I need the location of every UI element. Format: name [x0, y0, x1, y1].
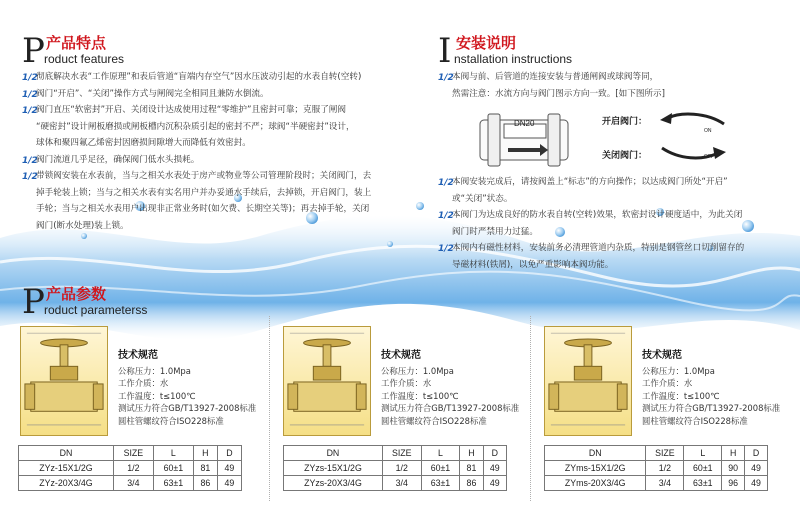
table-header-row [19, 446, 242, 461]
params-heading [22, 282, 222, 325]
paragraph-line [438, 86, 788, 103]
table-cell: 3/4 [646, 476, 684, 491]
table-cell: 49 [217, 476, 241, 491]
paragraph-line [22, 168, 422, 185]
table-header-row [545, 446, 768, 461]
table-header-cell: DN [545, 446, 646, 461]
bullet-number-icon: 1/2 [438, 211, 454, 221]
table-header-cell: L [684, 446, 722, 461]
params-heading-zh: 产品参数 [46, 285, 107, 303]
close-valve-label: 关闭阀门： [602, 151, 648, 161]
paragraph-text: 本阀门为达成良好的防水表自转(空转)效果，软密封设计硬度适中，为此关闭 [452, 210, 743, 220]
paragraph-line [22, 86, 422, 103]
table-row [19, 461, 242, 476]
paragraph-line [22, 119, 422, 136]
table-cell: 60±1 [684, 461, 722, 476]
spec-block-2 [381, 350, 519, 427]
paragraph-text: 本阀安装完成后，请按阀盖上“标志”的方向操作；以达成阀门所处“开启” [452, 177, 728, 187]
paragraph-line [438, 174, 788, 191]
paragraph-line [438, 240, 788, 257]
paragraph-line [438, 69, 788, 86]
table-row [545, 476, 768, 491]
paragraph-text: 阀门“开启”、“关闭”操作方式与闸阀完全相同且兼防水倒流。 [36, 88, 269, 99]
open-valve-label: 开启阀门： [602, 117, 648, 127]
install-list-b [438, 174, 788, 273]
table-cell: ZYms-15X1/2G [545, 461, 646, 476]
table-cell: 96 [722, 476, 745, 491]
spec-block-1 [118, 350, 256, 427]
paragraph-line [22, 102, 422, 119]
spec-std1: 测试压力符合GB/T13927-2008标准 [118, 403, 257, 413]
install-heading-letter: I [438, 31, 452, 71]
table-header-cell: D [483, 446, 506, 461]
table-cell: 60±1 [421, 461, 460, 476]
on-label: ON [704, 128, 712, 134]
spec-std1: 测试压力符合GB/T13927-2008标准 [381, 403, 520, 413]
table-cell: 49 [483, 461, 506, 476]
spec-std1: 测试压力符合GB/T13927-2008标准 [642, 403, 781, 413]
spec-std2: 圆柱管螺纹符合ISO228标准 [642, 415, 748, 426]
table-cell: ZYzs-20X3/4G [284, 476, 383, 491]
table-cell: 49 [217, 461, 241, 476]
spec-temp: 工作温度：t≤100℃ [381, 390, 459, 401]
table-cell: 90 [722, 461, 745, 476]
table-cell: 1/2 [382, 461, 421, 476]
table-header-cell: H [193, 446, 217, 461]
paragraph-text: 或“关闭”状态。 [452, 193, 513, 204]
table-cell: 60±1 [153, 461, 193, 476]
table-cell: 63±1 [684, 476, 722, 491]
spec-title: 技术规范 [118, 350, 158, 361]
paragraph-line [22, 152, 422, 169]
table-cell: 1/2 [113, 461, 153, 476]
table-cell: 49 [483, 476, 506, 491]
bullet-number-icon: 1/2 [438, 244, 454, 254]
paragraph-text: 掉手轮装上锁；当与之相关水表有实名用户并办妥通水手续后，去掉锁，开启阀门，装上 [36, 187, 372, 198]
open-arrow-icon [658, 110, 728, 132]
bullet-number-icon: 1/2 [22, 106, 38, 116]
table-cell: 3/4 [382, 476, 421, 491]
spec-title: 技术规范 [642, 350, 682, 361]
paragraph-line [438, 191, 788, 208]
bullet-number-icon: 1/2 [22, 172, 38, 182]
bullet-number-icon: 1/2 [438, 178, 454, 188]
column-divider-2 [530, 316, 531, 501]
install-list-a [438, 69, 788, 102]
paragraph-text: 然需注意：水流方向与阀门图示方向一致。[如下图所示] [452, 88, 665, 99]
close-arrow-icon [658, 142, 728, 166]
table-cell: 86 [193, 476, 217, 491]
spec-pressure: 公称压力：1.0Mpa [118, 365, 191, 376]
table-header-cell: D [217, 446, 241, 461]
paragraph-text: 本阀内有磁性材料，安装前务必清理管道内杂质，特别是钢管丝口切削留存的 [452, 243, 745, 253]
paragraph-line [22, 69, 422, 86]
features-heading [22, 31, 222, 74]
dimension-table-1 [18, 445, 242, 491]
spec-temp: 工作温度：t≤100℃ [642, 390, 720, 401]
install-heading-zh: 安装说明 [456, 34, 517, 52]
install-heading [438, 31, 638, 74]
table-cell: 3/4 [113, 476, 153, 491]
paragraph-line [438, 257, 788, 274]
table-row [284, 461, 507, 476]
table-cell: ZYms-20X3/4G [545, 476, 646, 491]
table-cell: 63±1 [421, 476, 460, 491]
paragraph-line [438, 224, 788, 241]
table-header-cell: D [745, 446, 768, 461]
table-cell: ZYz-15X1/2G [19, 461, 114, 476]
paragraph-text: 阀门流道几乎足径，确保阀门低水头损耗。 [36, 154, 200, 165]
paragraph-line [22, 201, 422, 218]
paragraph-text: “硬密封”设计闸板磨损或闸板槽内沉积杂质引起的密封不严；球阀“半硬密封”设计， [36, 121, 355, 132]
table-cell: 49 [745, 461, 768, 476]
bullet-number-icon: 1/2 [22, 73, 38, 83]
spec-block-3 [642, 350, 780, 427]
table-header-cell: SIZE [113, 446, 153, 461]
spec-pressure: 公称压力：1.0Mpa [642, 365, 715, 376]
table-cell: 86 [460, 476, 483, 491]
table-header-cell: H [460, 446, 483, 461]
table-cell: 49 [745, 476, 768, 491]
spec-std2: 圆柱管螺纹符合ISO228标准 [381, 415, 487, 426]
paragraph-text: 阀门时严禁用力过猛。 [452, 226, 538, 237]
bullet-number-icon: 1/2 [22, 89, 38, 100]
bullet-number-icon: 1/2 [22, 155, 38, 166]
paragraph-line [22, 218, 422, 235]
spec-medium: 工作介质：水 [118, 378, 169, 388]
bullet-number-icon: 1/2 [438, 73, 454, 83]
paragraph-line [438, 207, 788, 224]
params-heading-letter: P [22, 282, 45, 322]
paragraph-line [22, 185, 422, 202]
table-cell: 63±1 [153, 476, 193, 491]
table-header-cell: H [722, 446, 745, 461]
paragraph-line [22, 135, 422, 152]
pipe-label: DN20 [514, 119, 535, 128]
table-row [19, 476, 242, 491]
features-heading-en: roduct features [44, 52, 125, 66]
spec-title: 技术规范 [381, 350, 421, 361]
table-row [545, 461, 768, 476]
table-header-row [284, 446, 507, 461]
params-heading-en: roduct parameterss [44, 303, 148, 317]
paragraph-text: 本阀与前、后管道的连接安装与普通闸阀或球阀等同， [452, 72, 659, 82]
features-heading-letter: P [22, 31, 45, 71]
table-cell: 81 [193, 461, 217, 476]
paragraph-text: 球体和聚四氟乙烯密封因磨损间隙增大而降低有效密封。 [36, 138, 251, 148]
table-cell: 1/2 [646, 461, 684, 476]
spec-temp: 工作温度：t≤100℃ [118, 390, 196, 401]
spec-medium: 工作介质：水 [642, 378, 693, 388]
table-header-cell: DN [284, 446, 383, 461]
spec-medium: 工作介质：水 [381, 378, 432, 388]
valve-drawing-3 [544, 326, 632, 436]
paragraph-text: 带锁阀安装在水表前，当与之相关水表处于房产或物业等公司管理阶段时；关闭阀门，去 [36, 171, 372, 181]
paragraph-text: 阀门直压“软密封”开启、关闭设计达成使用过程“零维护”且密封可靠；克服了闸阀 [36, 105, 346, 115]
paragraph-text: 导磁材料(铁屑)，以免严重影响本阀功能。 [452, 259, 614, 270]
table-cell: 81 [460, 461, 483, 476]
table-header-cell: DN [19, 446, 114, 461]
column-divider-1 [269, 316, 270, 501]
paragraph-text: 彻底解决水表“工作原理”和表后管道“盲端内存空气”因水压波动引起的水表自转(空转) [36, 72, 362, 82]
valve-drawing-2 [283, 326, 371, 436]
features-heading-zh: 产品特点 [46, 34, 107, 52]
table-header-cell: L [153, 446, 193, 461]
spec-pressure: 公称压力：1.0Mpa [381, 365, 454, 376]
table-cell: ZYzs-15X1/2G [284, 461, 383, 476]
spec-std2: 圆柱管螺纹符合ISO228标准 [118, 415, 224, 426]
table-header-cell: SIZE [646, 446, 684, 461]
table-row [284, 476, 507, 491]
off-label: OFF [704, 154, 714, 160]
table-header-cell: SIZE [382, 446, 421, 461]
table-cell: ZYz-20X3/4G [19, 476, 114, 491]
dimension-table-3 [544, 445, 768, 491]
install-heading-en: nstallation instructions [454, 52, 573, 66]
table-header-cell: L [421, 446, 460, 461]
valve-drawing-1 [20, 326, 108, 436]
features-list [22, 69, 422, 234]
paragraph-text: 阀门(断水处理)装上锁。 [36, 220, 129, 231]
flow-diagram [478, 110, 728, 170]
paragraph-text: 手轮；当与之相关水表用户出现非正常业务时(如欠费、长期空关等)；再去掉手轮，关闭 [36, 204, 370, 214]
dimension-table-2 [283, 445, 507, 491]
